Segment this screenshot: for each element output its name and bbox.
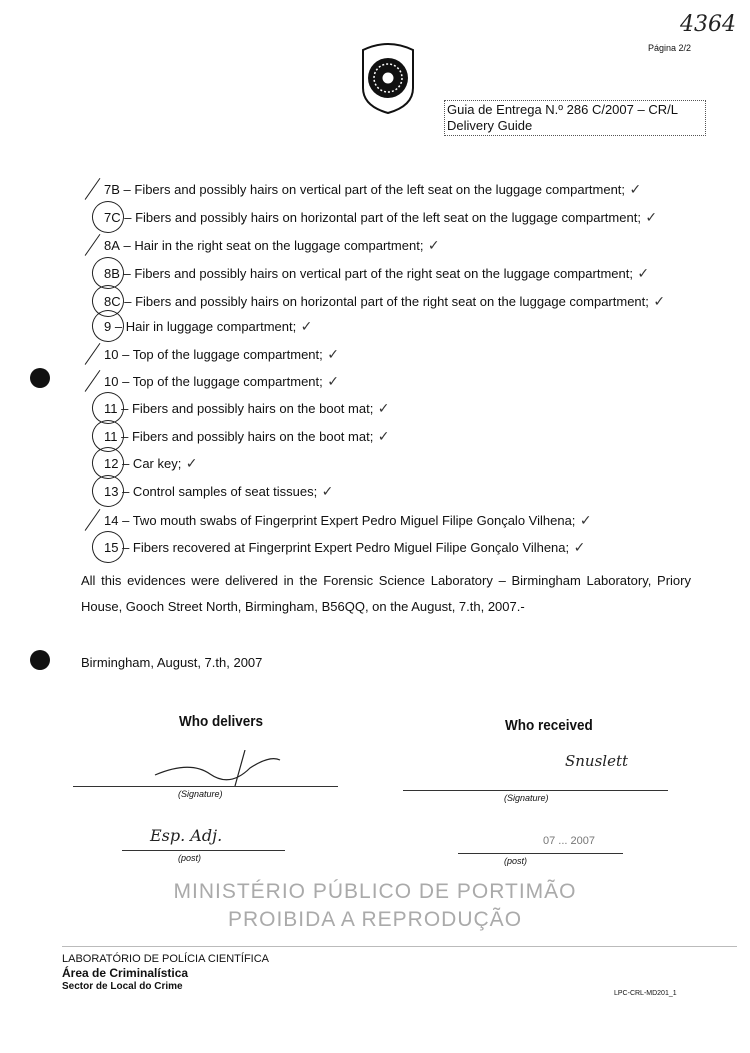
handwritten-mark-icon xyxy=(87,305,128,346)
evidence-item xyxy=(104,540,585,556)
checkmark-icon: ✓ xyxy=(296,319,313,335)
footer-lab: LABORATÓRIO DE POLÍCIA CIENTÍFICA xyxy=(62,953,270,965)
evidence-description: – Car key; xyxy=(122,456,182,471)
evidence-description: – Top of the luggage compartment; xyxy=(122,374,323,389)
checkmark-icon: ✓ xyxy=(373,401,390,417)
evidence-number: 7C xyxy=(104,210,121,225)
evidence-description: – Hair in the right seat on the luggage compartment; xyxy=(123,238,424,253)
footer-area: Área de Criminalística xyxy=(62,966,189,980)
post-label: (post) xyxy=(504,856,528,866)
evidence-number: 9 xyxy=(104,319,112,334)
form-code: LPC-CRL-MD201_1 xyxy=(614,990,677,997)
checkmark-icon: ✓ xyxy=(322,374,339,390)
punch-hole xyxy=(30,650,50,670)
handwritten-mark-icon xyxy=(85,178,101,200)
signature-line xyxy=(73,786,338,787)
evidence-description: – Hair in luggage compartment; xyxy=(114,319,297,334)
evidence-item xyxy=(104,456,198,472)
evidence-item xyxy=(104,319,312,335)
delivers-signature xyxy=(150,750,290,791)
signature-line xyxy=(403,790,668,791)
checkmark-icon: ✓ xyxy=(373,429,390,445)
evidence-number: 10 xyxy=(104,374,119,389)
evidence-number: 8B xyxy=(104,266,120,281)
evidence-number: 13 xyxy=(104,484,119,499)
punch-hole xyxy=(30,368,50,388)
footer-divider xyxy=(62,946,737,947)
evidence-description: – Fibers and possibly hairs on vertical part of the left seat on the luggage compartment; xyxy=(123,182,626,197)
handwritten-mark-icon xyxy=(87,470,128,511)
handwritten-mark-icon xyxy=(85,370,101,392)
received-signature: Snuslett xyxy=(565,752,629,770)
handwritten-mark-icon xyxy=(85,234,101,256)
evidence-number: 10 xyxy=(104,347,119,362)
evidence-number: 8C xyxy=(104,294,121,309)
evidence-description: – Two mouth swabs of Fingerprint Expert Pedro Miguel Filipe Gonçalo Vilhena; xyxy=(122,513,576,528)
evidence-description: – Fibers and possibly hairs on the boot mat; xyxy=(121,429,374,444)
evidence-item xyxy=(104,238,440,254)
evidence-description: – Fibers and possibly hairs on the boot mat; xyxy=(121,401,374,416)
checkmark-icon: ✓ xyxy=(632,266,650,282)
watermark-line: MINISTÉRIO PÚBLICO DE PORTIMÃO xyxy=(173,880,577,903)
evidence-description: – Top of the luggage compartment; xyxy=(122,347,323,362)
evidence-number: 11 xyxy=(104,429,118,444)
footer xyxy=(62,953,269,993)
evidence-number: 7B xyxy=(104,182,120,197)
checkmark-icon: ✓ xyxy=(625,182,642,198)
handwritten-mark-icon xyxy=(85,509,101,531)
checkmark-icon: ✓ xyxy=(640,210,658,226)
place-date: Birmingham, August, 7.th, 2007 xyxy=(81,655,263,670)
evidence-item xyxy=(104,429,390,445)
evidence-description: – Fibers and possibly hairs on horizontal part of the right seat on the luggage compartment; xyxy=(124,294,649,309)
who-delivers-heading: Who delivers xyxy=(179,713,264,730)
guide-title: Guia de Entrega N.º 286 C/2007 – CR/L xyxy=(447,102,678,117)
evidence-item xyxy=(104,484,333,500)
evidence-description: – Control samples of seat tissues; xyxy=(122,484,318,499)
footer-sector: Sector de Local do Crime xyxy=(62,981,183,992)
evidence-description: – Fibers and possibly hairs on vertical part of the right seat on the luggage compartment; xyxy=(123,266,633,281)
evidence-number: 12 xyxy=(104,456,119,471)
evidence-description: – Fibers recovered at Fingerprint Expert Pedro Miguel Filipe Gonçalo Vilhena; xyxy=(122,540,570,555)
checkmark-icon: ✓ xyxy=(423,238,440,254)
evidence-number: 14 xyxy=(104,513,119,528)
checkmark-icon: ✓ xyxy=(575,513,592,529)
evidence-item xyxy=(104,266,649,282)
post-line xyxy=(458,853,623,854)
evidence-item xyxy=(104,294,665,310)
post-line xyxy=(122,850,285,851)
who-received-heading: Who received xyxy=(505,717,593,734)
evidence-number: 11 xyxy=(104,401,118,416)
page-number: Página 2/2 xyxy=(648,43,692,53)
checkmark-icon: ✓ xyxy=(648,294,666,310)
guide-subtitle: Delivery Guide xyxy=(447,118,533,133)
checkmark-icon: ✓ xyxy=(322,347,339,363)
evidence-item xyxy=(104,182,641,198)
evidence-description: – Fibers and possibly hairs on horizontal part of the left seat on the luggage compartment; xyxy=(124,210,641,225)
evidence-item xyxy=(104,210,657,226)
checkmark-icon: ✓ xyxy=(317,484,334,500)
received-date-stamp: 07 ... 2007 xyxy=(543,835,595,847)
evidence-number: 8A xyxy=(104,238,120,253)
signature-label: (Signature) xyxy=(178,789,223,799)
checkmark-icon: ✓ xyxy=(569,540,586,556)
handwritten-mark-icon xyxy=(85,343,101,365)
watermark-line: PROIBIDA A REPRODUÇÃO xyxy=(227,908,523,931)
handwritten-mark-icon xyxy=(87,526,128,567)
evidence-item xyxy=(104,401,390,417)
delivers-post-handwritten: Esp. Adj. xyxy=(150,826,223,845)
delivery-guide-box xyxy=(444,100,706,136)
evidence-number: 15 xyxy=(104,540,119,555)
policia-judiciaria-logo xyxy=(358,40,418,114)
post-label: (post) xyxy=(178,853,202,863)
delivery-statement: All this evidences were delivered in the Forensic Science Laboratory – Birmingham Laboratory, Priory House, Gooch Street North, Birmingham, B56QQ, on the August, 7.th, 2007.- xyxy=(81,573,691,614)
checkmark-icon: ✓ xyxy=(181,456,198,472)
evidence-item xyxy=(104,374,339,390)
evidence-item xyxy=(104,347,339,363)
handwritten-page-number: 4364 xyxy=(680,12,736,37)
watermark xyxy=(150,878,600,934)
handwritten-mark-icon xyxy=(87,196,128,237)
signature-label: (Signature) xyxy=(504,793,549,803)
evidence-item xyxy=(104,513,592,529)
